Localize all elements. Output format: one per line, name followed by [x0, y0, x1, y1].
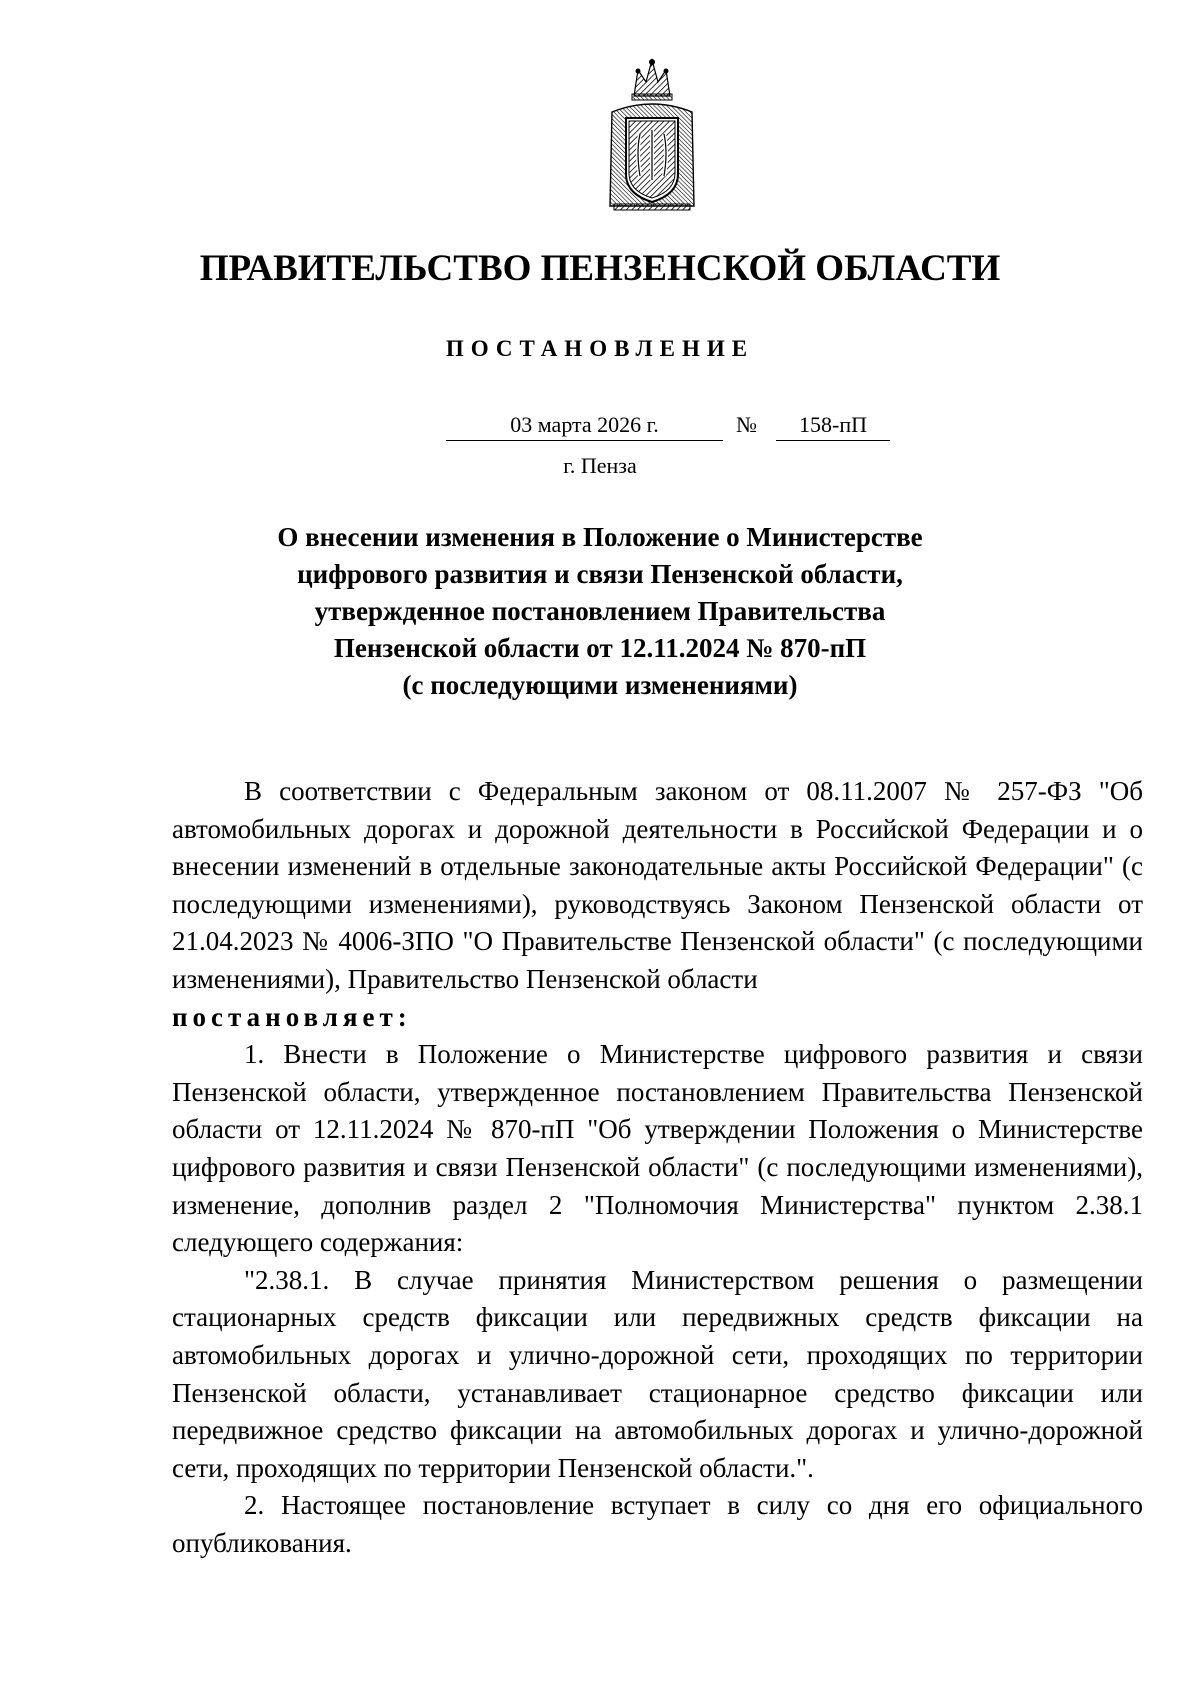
coat-of-arms-emblem — [604, 56, 700, 214]
decree-paragraph — [172, 999, 1143, 1037]
document-date: 03 марта 2026 г. — [446, 410, 723, 441]
preamble-paragraph: В соответствии с Федеральным законом от 08.11.2007 № 257-ФЗ "Об автомобильных дорогах и дорожной деятельности в Российской Федерации и о внесении изменений в отдельные законодательные акты Российской Федерации" (с последующими изменениями), руководствуясь Законом Пензенской области от 21.04.2023 № 4006-ЗПО "О Правительстве Пензенской области" (с последующими изменениями), Правительство Пензенской области — [172, 776, 1143, 994]
registration-line — [446, 410, 886, 444]
document-city: г. Пенза — [563, 453, 637, 478]
document-number: 158-пП — [776, 410, 890, 441]
subject-line: О внесении изменения в Положение о Министерстве — [277, 522, 923, 552]
document-type-heading: ПОСТАНОВЛЕНИЕ — [445, 336, 755, 361]
item-2-paragraph: 2. Настоящее постановление вступает в силу со дня его официального опубликования. — [172, 1490, 1143, 1558]
subject-line: утвержденное постановлением Правительства — [314, 596, 886, 626]
number-sign-label: № — [736, 412, 757, 437]
decree-word: постановляет: — [172, 1001, 412, 1032]
document-body — [172, 773, 1143, 1562]
government-title: ПРАВИТЕЛЬСТВО ПЕНЗЕНСКОЙ ОБЛАСТИ — [199, 248, 1001, 289]
document-subject — [0, 519, 1200, 704]
subject-line: цифрового развития и связи Пензенской области, — [297, 559, 903, 589]
subject-line: (с последующими изменениями) — [402, 670, 798, 700]
subject-line: Пензенской области от 12.11.2024 № 870-пП — [333, 633, 867, 663]
item-1-paragraph: 1. Внести в Положение о Министерстве цифрового развития и связи Пензенской области, утвержденное постановлением Правительства Пензенской области от 12.11.2024 № 870-пП "Об утверждении Положения о Министерстве цифрового развития и связи Пензенской области" (с последующими изменениями), изменение, дополнив раздел 2 "Полномочия Министерства" пунктом 2.38.1 следующего содержания: — [172, 1039, 1143, 1258]
quoted-clause-paragraph: "2.38.1. В случае принятия Министерством решения о размещении стационарных средств фиксации или передвижных средств фиксации на автомобильных дорогах и улично-дорожной сети, проходящих по территории Пензенской области, устанавливает стационарное средство фиксации или передвижное средство фиксации на автомобильных дорогах и улично-дорожной сети, проходящих по территории Пензенской области.". — [172, 1264, 1143, 1483]
